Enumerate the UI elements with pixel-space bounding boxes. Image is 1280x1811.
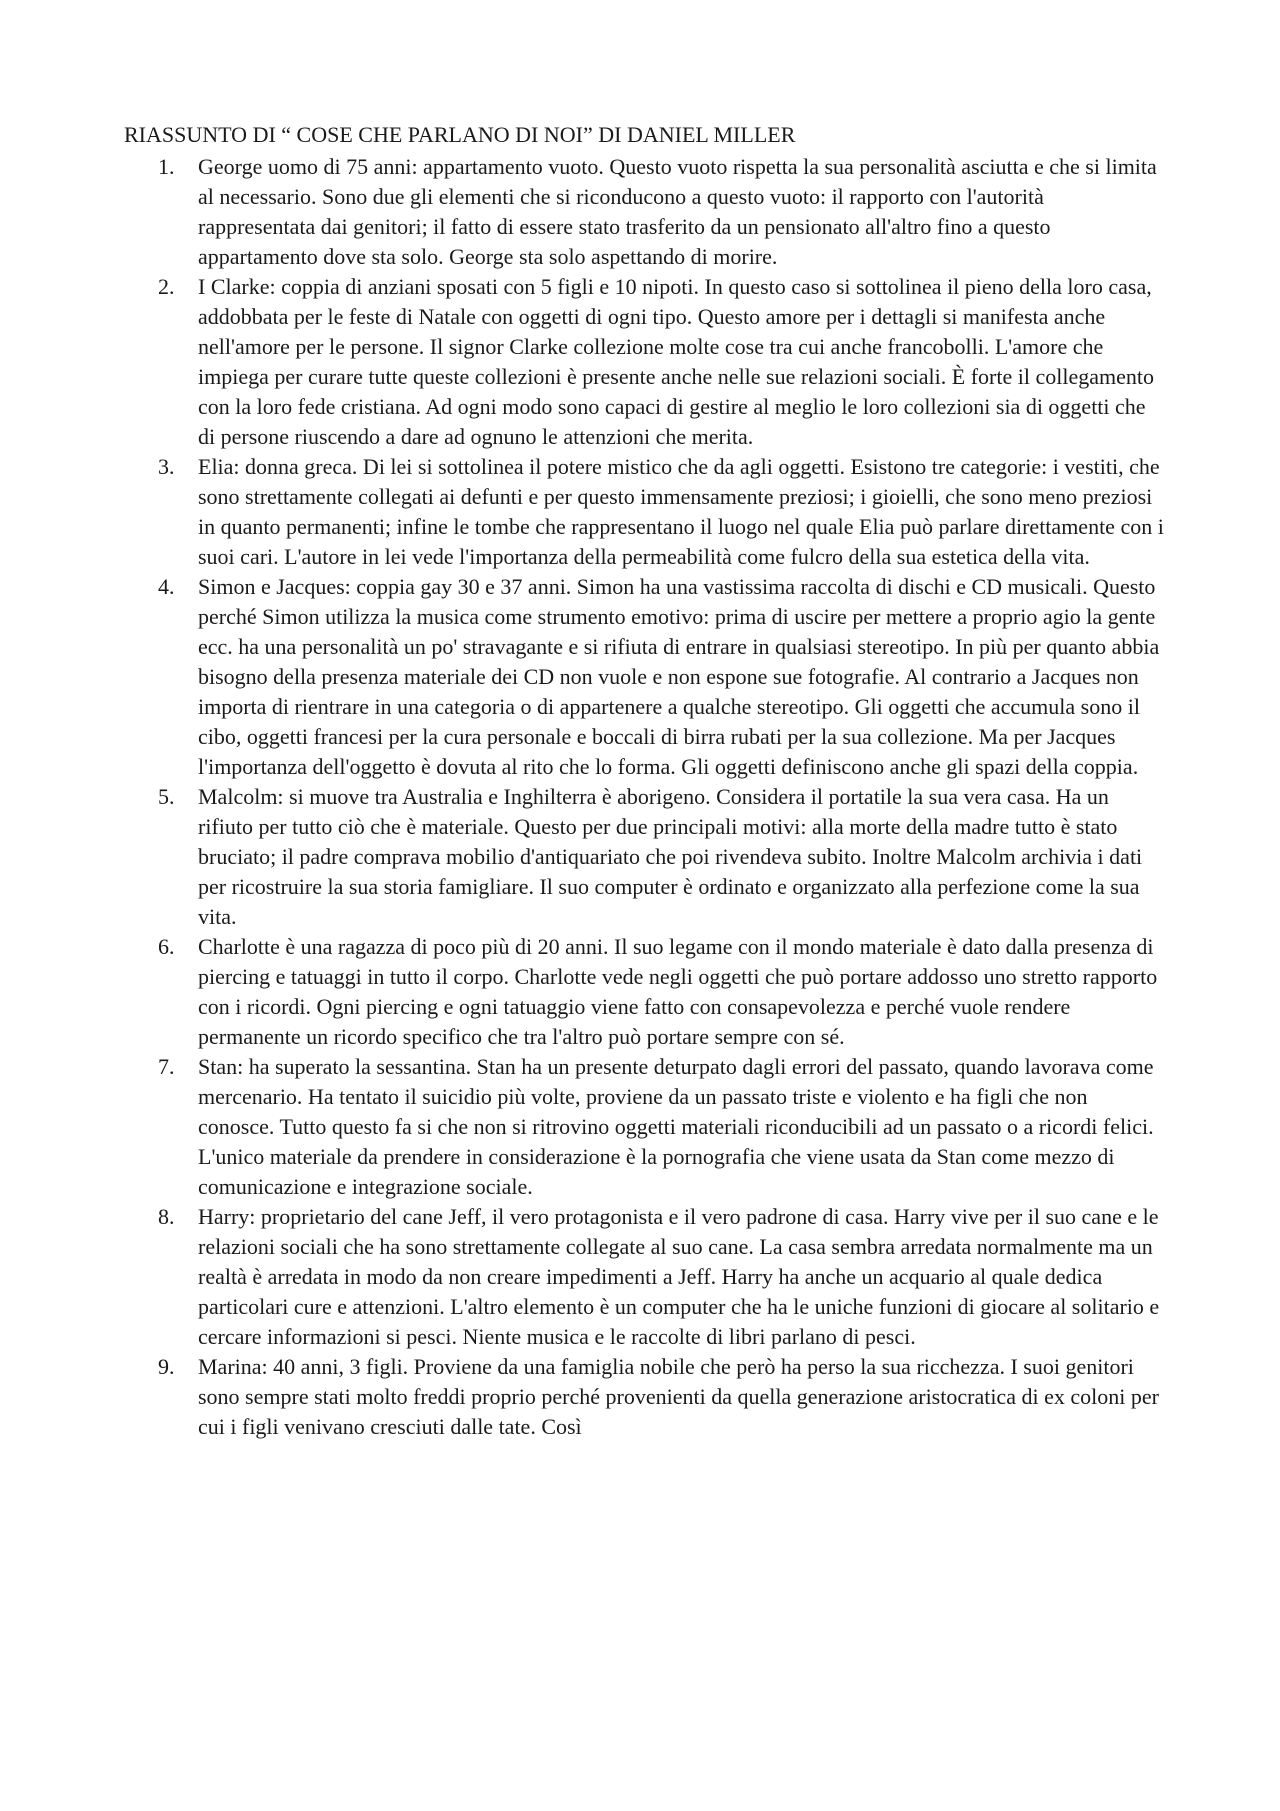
item-number: 5.	[158, 784, 175, 809]
item-text: Malcolm: si muove tra Australia e Inghilterra è aborigeno. Considera il portatile la sua vera casa. Ha un rifiuto per tutto ciò che è materiale. Questo per due principali motivi: alla morte della madre tutto è stato bruciato; il padre comprava mobilio d'antiquariato che poi rivendeva subito. Inoltre Malcolm archivia i dati per ricostruire la sua storia famigliare. Il suo computer è ordinato e organizzato alla perfezione come la sua vita.	[198, 784, 1143, 929]
item-text: Harry: proprietario del cane Jeff, il vero protagonista e il vero padrone di casa. Harry vive per il suo cane e le relazioni sociali che ha sono strettamente collegate al suo cane. La casa sembra arredata normalmente ma un realtà è arredata in modo da non creare impedimenti a Jeff. Harry ha anche un acquario al quale dedica particolari cure e attenzioni. L'altro elemento è un computer che ha le uniche funzioni di giocare al solitario e cercare informazioni si pesci. Niente musica e le raccolte di libri parlano di pesci.	[198, 1204, 1160, 1349]
item-number: 6.	[158, 934, 175, 959]
list-item	[124, 932, 1164, 1052]
item-text: Elia: donna greca. Di lei si sottolinea il potere mistico che da agli oggetti. Esistono tre categorie: i vestiti, che sono strettamente collegati ai defunti e per questo immensamente preziosi; i gioielli, che sono meno preziosi in quanto permanenti; infine le tombe che rappresentano il luogo nel quale Elia può parlare direttamente con i suoi cari. L'autore in lei vede l'importanza della permeabilità come fulcro della sua estetica della vita.	[198, 454, 1164, 569]
list-item	[124, 272, 1164, 452]
list-item	[124, 452, 1164, 572]
item-text: Marina: 40 anni, 3 figli. Proviene da una famiglia nobile che però ha perso la sua ricchezza. I suoi genitori sono sempre stati molto freddi proprio perché provenienti da quella generazione aristocratica di ex coloni per cui i figli venivano cresciuti dalle tate. Così	[198, 1354, 1159, 1439]
item-number: 8.	[158, 1204, 175, 1229]
summary-list	[124, 152, 1164, 1442]
item-number: 1.	[158, 154, 175, 179]
item-number: 3.	[158, 454, 175, 479]
item-text: I Clarke: coppia di anziani sposati con 5 figli e 10 nipoti. In questo caso si sottolinea il pieno della loro casa, addobbata per le feste di Natale con oggetti di ogni tipo. Questo amore per i dettagli si manifesta anche nell'amore per le persone. Il signor Clarke collezione molte cose tra cui anche francobolli. L'amore che impiega per curare tutte queste collezioni è presente anche nelle sue relazioni sociali. È forte il collegamento con la loro fede cristiana. Ad ogni modo sono capaci di gestire al meglio le loro collezioni sia di oggetti che di persone riuscendo a dare ad ognuno le attenzioni che merita.	[198, 274, 1154, 449]
list-item	[124, 1052, 1164, 1202]
item-text: Charlotte è una ragazza di poco più di 20 anni. Il suo legame con il mondo materiale è dato dalla presenza di piercing e tatuaggi in tutto il corpo. Charlotte vede negli oggetti che può portare addosso uno stretto rapporto con i ricordi. Ogni piercing e ogni tatuaggio viene fatto con consapevolezza e perché vuole rendere permanente un ricordo specifico che tra l'altro può portare sempre con sé.	[198, 934, 1158, 1049]
item-number: 7.	[158, 1054, 175, 1079]
item-text: Stan: ha superato la sessantina. Stan ha un presente deturpato dagli errori del passato, quando lavorava come mercenario. Ha tentato il suicidio più volte, proviene da un passato triste e violento e ha figli che non conosce. Tutto questo fa si che non si ritrovino oggetti materiali riconducibili ad un passato o a ricordi felici. L'unico materiale da prendere in considerazione è la pornografia che viene usata da Stan come mezzo di comunicazione e integrazione sociale.	[198, 1054, 1154, 1199]
item-text: George uomo di 75 anni: appartamento vuoto. Questo vuoto rispetta la sua personalità asciutta e che si limita al necessario. Sono due gli elementi che si riconducono a questo vuoto: il rapporto con l'autorità rappresentata dai genitori; il fatto di essere stato trasferito da un pensionato all'altro fino a questo appartamento dove sta solo. George sta solo aspettando di morire.	[198, 154, 1157, 269]
list-item	[124, 1352, 1164, 1442]
item-number: 2.	[158, 274, 175, 299]
document-title: RIASSUNTO DI “ COSE CHE PARLANO DI NOI” DI DANIEL MILLER	[124, 122, 796, 147]
list-item	[124, 782, 1164, 932]
list-item	[124, 1202, 1164, 1352]
item-text: Simon e Jacques: coppia gay 30 e 37 anni. Simon ha una vastissima raccolta di dischi e CD musicali. Questo perché Simon utilizza la musica come strumento emotivo: prima di uscire per mettere a proprio agio la gente ecc. ha una personalità un po' stravagante e si rifiuta di entrare in qualsiasi stereotipo. In più per quanto abbia bisogno della presenza materiale dei CD non vuole e non espone sue fotografie. Al contrario a Jacques non importa di rientrare in una categoria o di appartenere a qualche stereotipo. Gli oggetti che accumula sono il cibo, oggetti francesi per la cura personale e boccali di birra rubati per la sua collezione. Ma per Jacques l'importanza dell'oggetto è dovuta al rito che lo forma. Gli oggetti definiscono anche gli spazi della coppia.	[198, 574, 1160, 779]
list-item	[124, 152, 1164, 272]
item-number: 9.	[158, 1354, 175, 1379]
list-item	[124, 572, 1164, 782]
item-number: 4.	[158, 574, 175, 599]
